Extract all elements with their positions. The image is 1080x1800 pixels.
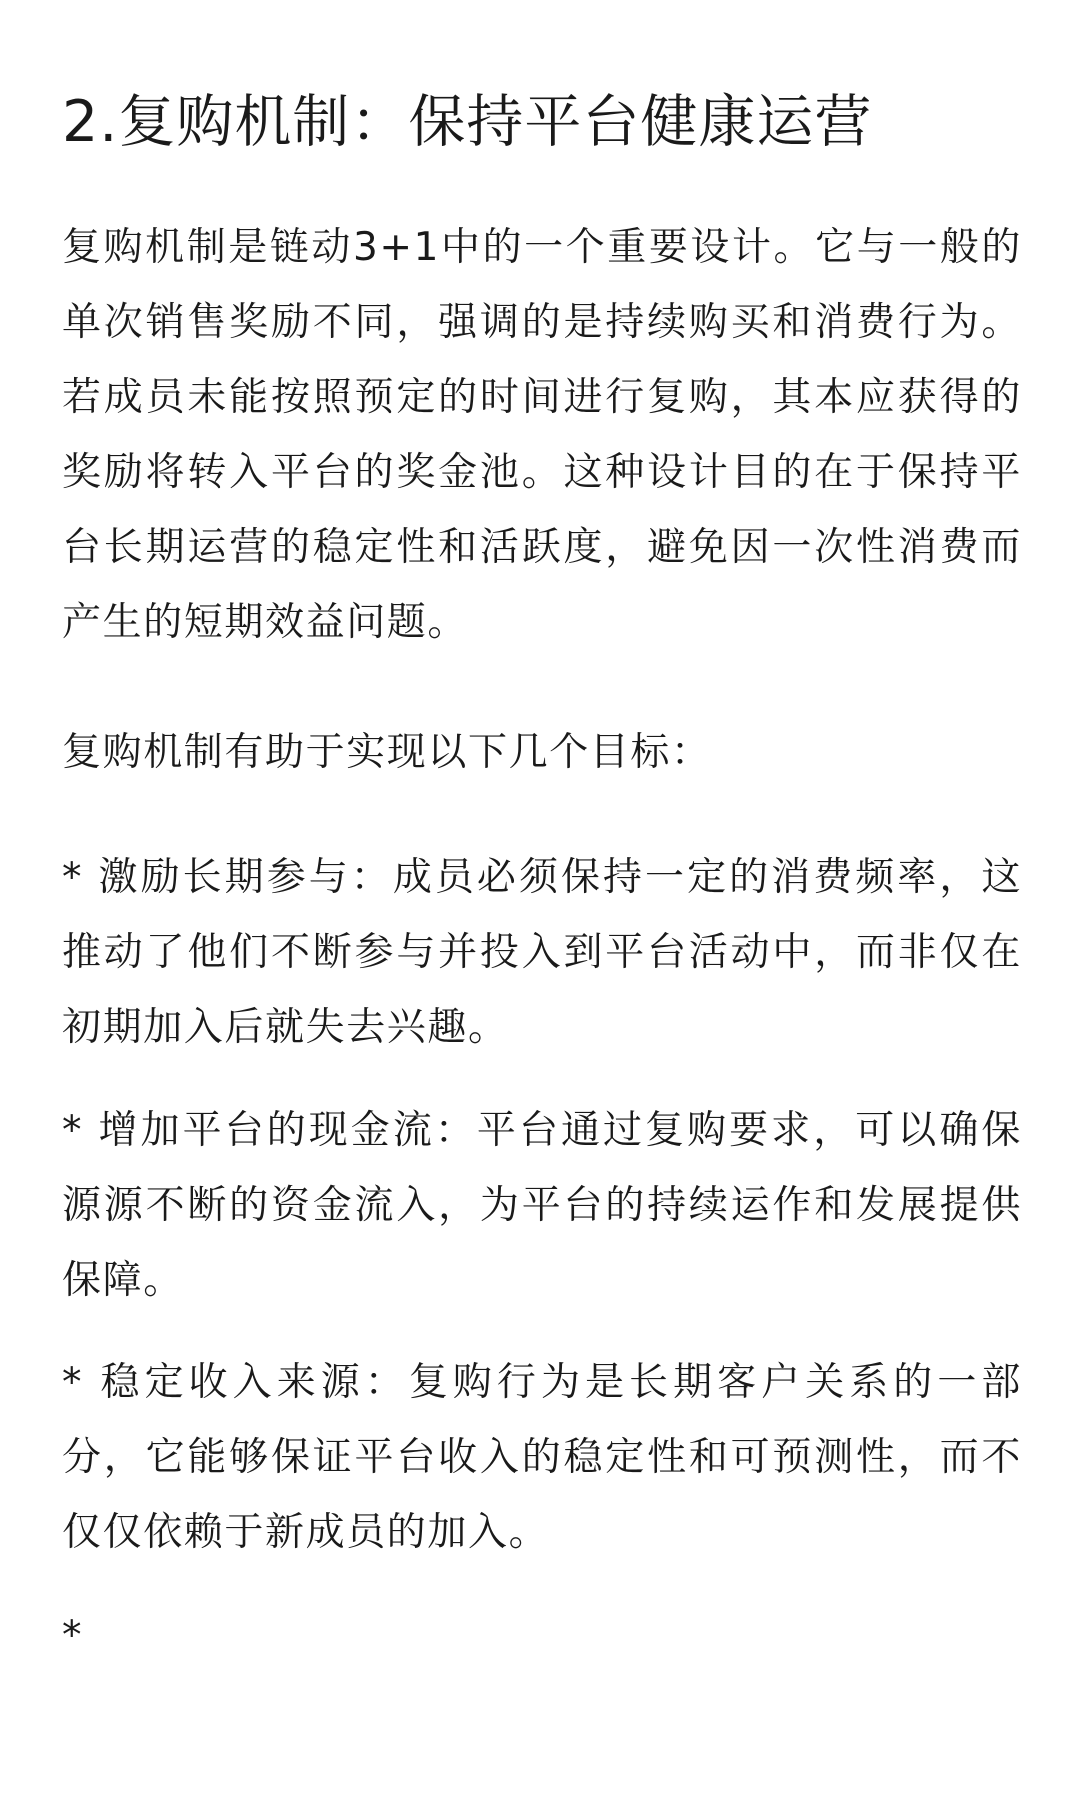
goals-lead-paragraph: 复购机制有助于实现以下几个目标： bbox=[62, 730, 712, 775]
article-title: 2.复购机制：保持平台健康运营 bbox=[62, 89, 873, 155]
bullet-item-stable-income: * 稳定收入来源：复购行为是长期客户关系的一部分，它能够保证平台收入的稳定性和可预测性，而不仅仅依赖于新成员的加入。 bbox=[62, 1360, 1022, 1555]
bullet-item-long-term-participation: * 激励长期参与：成员必须保持一定的消费频率，这推动了他们不断参与并投入到平台活动中，而非仅在初期加入后就失去兴趣。 bbox=[62, 855, 1022, 1050]
bullet-item-empty: * bbox=[62, 1613, 84, 1658]
bullet-item-cash-flow: * 增加平台的现金流：平台通过复购要求，可以确保源源不断的资金流入，为平台的持续运作和发展提供保障。 bbox=[62, 1108, 1022, 1303]
intro-paragraph: 复购机制是链动3+1中的一个重要设计。它与一般的单次销售奖励不同，强调的是持续购买和消费行为。若成员未能按照预定的时间进行复购，其本应获得的奖励将转入平台的奖金池。这种设计目的在于保持平台长期运营的稳定性和活跃度，避免因一次性消费而产生的短期效益问题。 bbox=[62, 225, 1022, 645]
